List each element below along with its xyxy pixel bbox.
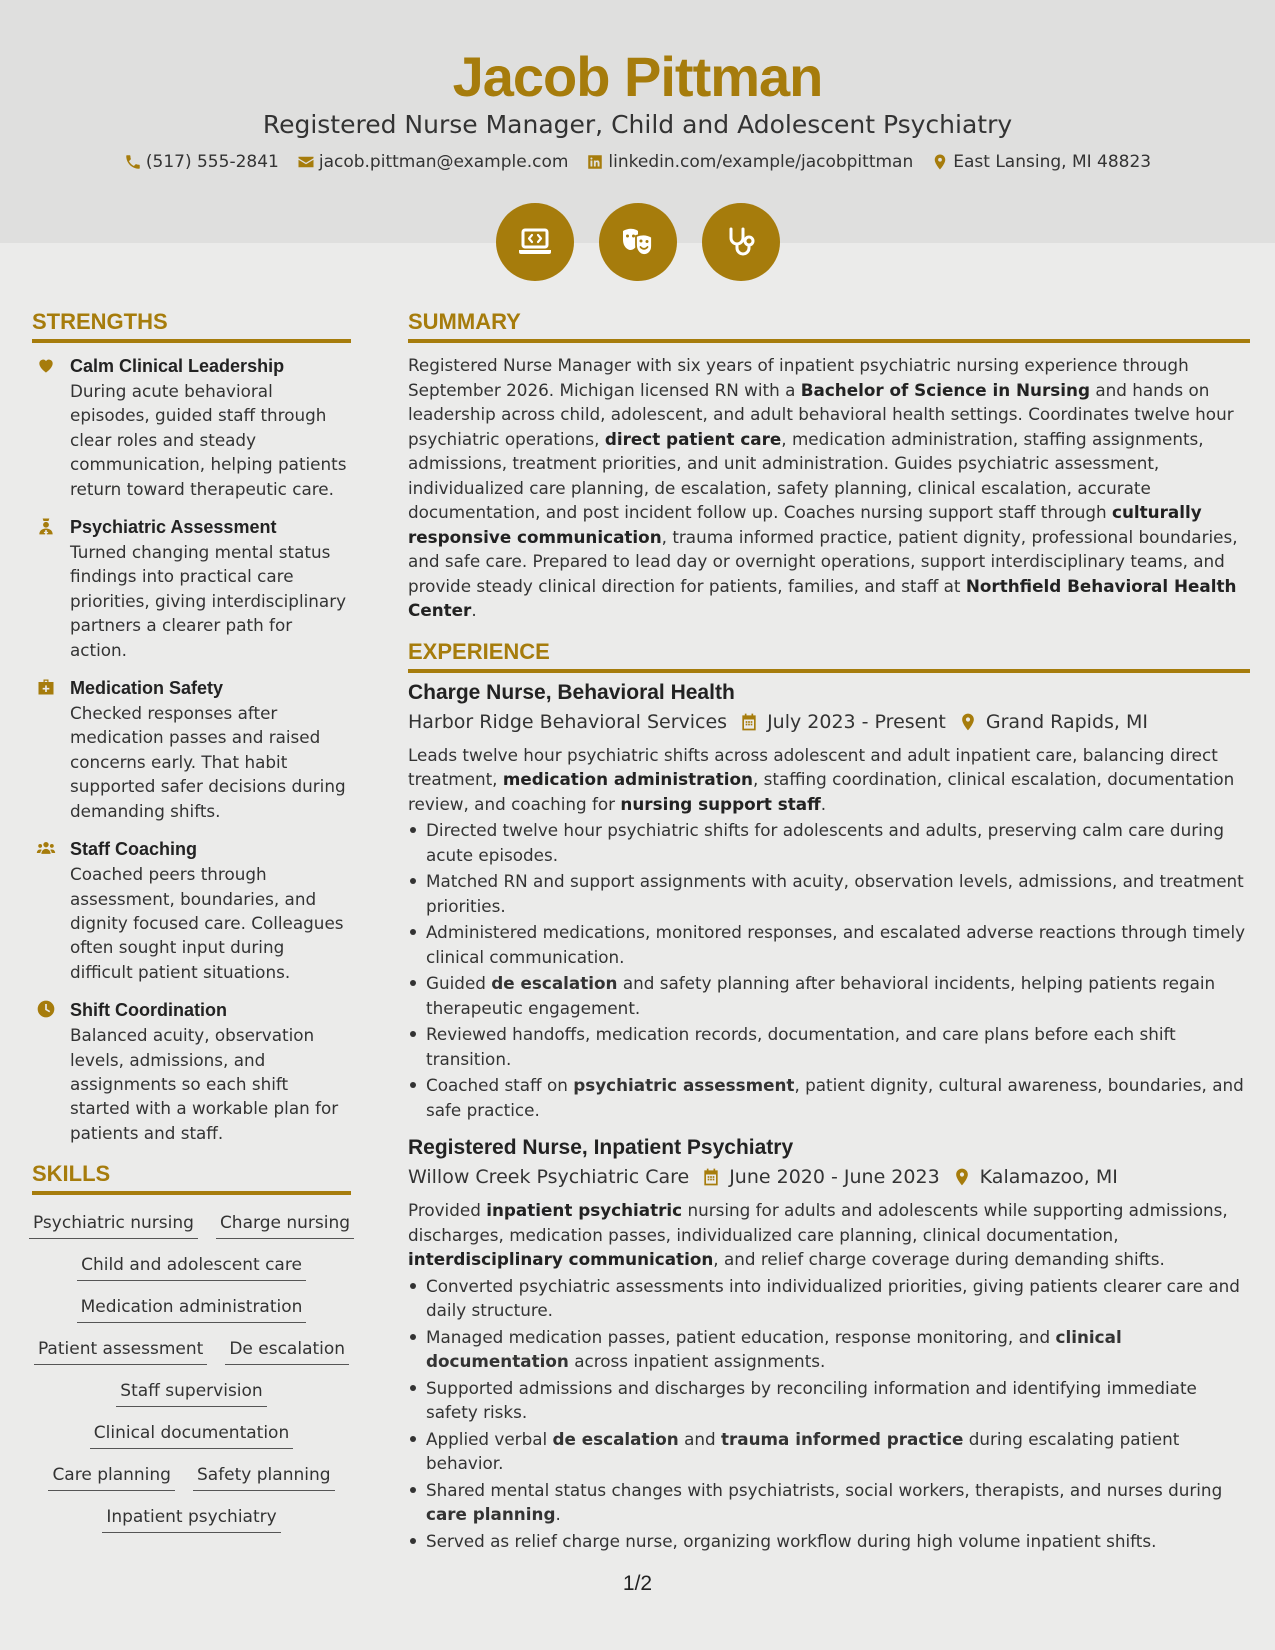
bullet-item: Supported admissions and discharges by reconciling information and identifying immediate safety risks. [408, 1376, 1250, 1425]
map-pin-icon [931, 153, 949, 171]
strength-text [70, 514, 351, 662]
bold-phrase: Northfield Behavioral Health Center [408, 575, 1237, 620]
map-pin-icon [958, 712, 978, 732]
bold-phrase: Bachelor of Science in Nursing [800, 379, 1090, 400]
skill-tag: Care planning [48, 1463, 175, 1491]
skills-row [32, 1463, 351, 1491]
map-pin-icon [952, 1167, 972, 1187]
contact-phone[interactable] [124, 152, 279, 172]
job-bullets [408, 818, 1250, 1122]
job-location: Grand Rapids, MI [985, 710, 1148, 733]
bold-phrase: care planning [426, 1504, 556, 1524]
job-meta [408, 707, 1250, 737]
strength-icon-wrap [32, 836, 60, 984]
bold-phrase: culturally responsive communication [408, 502, 1202, 547]
summary-heading: SUMMARY [408, 309, 1250, 343]
skills-row [32, 1379, 351, 1407]
strength-text [70, 997, 351, 1145]
strength-desc: Coached peers through assessment, boundaries, and dignity focused care. Colleagues often sought input during difficult patient situations. [70, 864, 344, 982]
strength-text [70, 836, 351, 984]
bullet-item: Converted psychiatric assessments into individualized priorities, giving patients clearer care and daily structure. [408, 1274, 1250, 1323]
job-intro: Leads twelve hour psychiatric shifts across adolescent and adult inpatient care, balancing direct treatment, medication administration, staffing coordination, clinical escalation, documentation review, and coaching for nursing support staff. [408, 744, 1235, 814]
strength-icon-wrap [32, 675, 60, 823]
skill-tag: Charge nursing [216, 1211, 354, 1239]
bold-phrase: nursing support staff [620, 793, 821, 814]
location-text: East Lansing, MI 48823 [953, 152, 1152, 172]
job-entry [408, 679, 1250, 1123]
linkedin-text: linkedin.com/example/jacobpittman [608, 152, 914, 172]
strength-title: Psychiatric Assessment [70, 517, 277, 538]
job-title: Registered Nurse, Inpatient Psychiatry [408, 1136, 794, 1159]
badge-row [0, 203, 1275, 281]
bullet-item: Administered medications, monitored responses, and escalated adverse reactions through timely clinical communication. [408, 920, 1250, 969]
bullet-item: Applied verbal de escalation and trauma informed practice during escalating patient behavior. [408, 1427, 1250, 1476]
strength-icon-wrap [32, 514, 60, 662]
experience-list [408, 679, 1250, 1554]
skill-tag: Clinical documentation [90, 1421, 293, 1449]
skills-row [32, 1295, 351, 1323]
skill-tag: Staff supervision [116, 1379, 266, 1407]
strengths-list [32, 353, 351, 1145]
envelope-icon [297, 153, 315, 171]
bold-phrase: medication administration [502, 769, 753, 789]
stethoscope-badge [702, 203, 780, 281]
strength-item [32, 997, 351, 1145]
skill-tag: Medication administration [77, 1295, 307, 1323]
skill-tag: Child and adolescent care [77, 1253, 306, 1281]
bullet-item: Matched RN and support assignments with acuity, observation levels, admissions, and treatment priorities. [408, 869, 1250, 918]
strength-icon-wrap [32, 997, 60, 1145]
calendar-icon [739, 712, 759, 732]
skills-row [32, 1253, 351, 1281]
summary-text: Registered Nurse Manager with six years of inpatient psychiatric nursing experience through September 2026. Michigan licensed RN with a Bachelor of Science in Nursing and hands on leadership across child, adolescent, and adult behavioral health settings. Coordinates twelve hour psychiatric operations, direct patient care, medication administration, staffing assignments, admissions, treatment priorities, and unit administration. Guides psychiatric assessment, individualized care planning, de escalation, safety planning, clinical escalation, accurate documentation, and post incident follow up. Coaches nursing support staff through culturally responsive communication, trauma informed practice, patient dignity, professional boundaries, and safe care. Prepared to lead day or overnight operations, support interdisciplinary teams, and provide steady clinical direction for patients, families, and staff at Northfield Behavioral Health Center. [408, 355, 1238, 620]
strength-title: Staff Coaching [70, 839, 198, 860]
strength-desc: Turned changing mental status findings into practical care priorities, giving interdisciplinary partners a clearer path for action. [70, 542, 347, 660]
users-icon [36, 838, 56, 858]
skills-row [32, 1421, 351, 1449]
strength-desc: Checked responses after medication passes and raised concerns early. That habit supported safer decisions during demanding shifts. [70, 703, 346, 821]
bold-phrase: trauma informed practice [720, 1428, 964, 1449]
bold-phrase: psychiatric assessment [573, 1075, 795, 1095]
job-intro: Provided inpatient psychiatric nursing for adults and adolescents while supporting admissions, discharges, medication passes, individualized care planning, clinical documentation, interdisciplinary communication, and relief charge coverage during demanding shifts. [408, 1200, 1228, 1269]
laptop-code-icon [515, 222, 555, 262]
job-title: Charge Nurse, Behavioral Health [408, 680, 735, 704]
bullet-item: Guided de escalation and safety planning after behavioral incidents, helping patients regain therapeutic engagement. [408, 971, 1250, 1020]
laptop-code-badge [496, 203, 574, 281]
job-entry [408, 1134, 1250, 1553]
bullet-item: Managed medication passes, patient education, response monitoring, and clinical documentation across inpatient assignments. [408, 1325, 1250, 1374]
user-nurse-icon [36, 516, 56, 536]
strength-text [70, 353, 351, 501]
bullet-item: Served as relief charge nurse, organizing workflow during high volume inpatient shifts. [408, 1529, 1250, 1554]
skills-heading: SKILLS [32, 1161, 351, 1195]
candidate-name: Jacob Pittman [452, 45, 823, 108]
medkit-icon [36, 677, 56, 697]
theater-masks-badge [599, 203, 677, 281]
strength-item [32, 514, 351, 662]
left-column [32, 309, 351, 1533]
bold-phrase: direct patient care [604, 428, 782, 449]
contact-location [931, 152, 1151, 172]
bullet-item: Shared mental status changes with psychiatrists, social workers, therapists, and nurses during care planning. [408, 1478, 1250, 1527]
strength-title: Shift Coordination [70, 1000, 227, 1021]
job-dates: July 2023 - Present [767, 710, 946, 733]
strength-icon-wrap [32, 353, 60, 501]
strength-title: Medication Safety [70, 678, 224, 699]
job-dates: June 2020 - June 2023 [729, 1166, 940, 1188]
skill-tag: Patient assessment [34, 1337, 207, 1365]
skill-tag: De escalation [225, 1337, 349, 1365]
contact-linkedin[interactable] [586, 152, 913, 172]
experience-heading: EXPERIENCE [408, 639, 1250, 673]
strength-desc: Balanced acuity, observation levels, admissions, and assignments so each shift started with a workable plan for patients and staff. [70, 1025, 339, 1143]
bold-phrase: clinical documentation [426, 1326, 1122, 1371]
bold-phrase: de escalation [491, 973, 618, 993]
job-meta [408, 1162, 1250, 1192]
skills-row [29, 1211, 354, 1239]
job-employer: Willow Creek Psychiatric Care [408, 1166, 690, 1188]
strength-title: Calm Clinical Leadership [70, 356, 285, 376]
clock-icon [36, 999, 56, 1019]
email-text: jacob.pittman@example.com [318, 152, 569, 172]
bold-phrase: de escalation [552, 1428, 679, 1449]
bold-phrase: inpatient psychiatric [486, 1200, 683, 1220]
strength-desc: During acute behavioral episodes, guided staff through clear roles and steady communication, helping patients return toward therapeutic care. [70, 381, 347, 499]
bullet-item: Directed twelve hour psychiatric shifts for adolescents and adults, preserving calm care during acute episodes. [408, 818, 1250, 867]
stethoscope-icon [721, 222, 761, 262]
skill-tag: Safety planning [193, 1463, 335, 1491]
job-employer: Harbor Ridge Behavioral Services [408, 710, 728, 733]
phone-icon [124, 153, 142, 171]
phone-text: (517) 555-2841 [145, 152, 279, 172]
skills-list [32, 1205, 351, 1533]
strength-item [32, 675, 351, 823]
strength-item [32, 836, 351, 984]
contact-bar [0, 152, 1275, 172]
job-bullets [408, 1274, 1250, 1554]
strengths-heading: STRENGTHS [32, 309, 351, 343]
theater-masks-icon [618, 222, 658, 262]
bullet-item: Coached staff on psychiatric assessment, patient dignity, cultural awareness, boundaries, and safe practice. [408, 1073, 1250, 1122]
strength-text [70, 675, 351, 823]
skills-row [32, 1337, 351, 1365]
job-location: Kalamazoo, MI [979, 1166, 1118, 1188]
calendar-icon [701, 1167, 721, 1187]
linkedin-icon [586, 153, 604, 171]
bullet-item: Reviewed handoffs, medication records, documentation, and care plans before each shift transition. [408, 1022, 1250, 1071]
job-title-headline: Registered Nurse Manager, Child and Adolescent Psychiatry [262, 110, 1013, 139]
skill-tag: Inpatient psychiatry [102, 1505, 280, 1533]
skills-row [32, 1505, 351, 1533]
strength-item [32, 353, 351, 501]
heart-icon [36, 355, 56, 375]
bold-phrase: interdisciplinary communication [408, 1249, 714, 1269]
right-column [408, 309, 1250, 1555]
page-number: 1/2 [622, 1572, 653, 1595]
skill-tag: Psychiatric nursing [29, 1211, 198, 1239]
contact-email[interactable] [297, 152, 569, 172]
